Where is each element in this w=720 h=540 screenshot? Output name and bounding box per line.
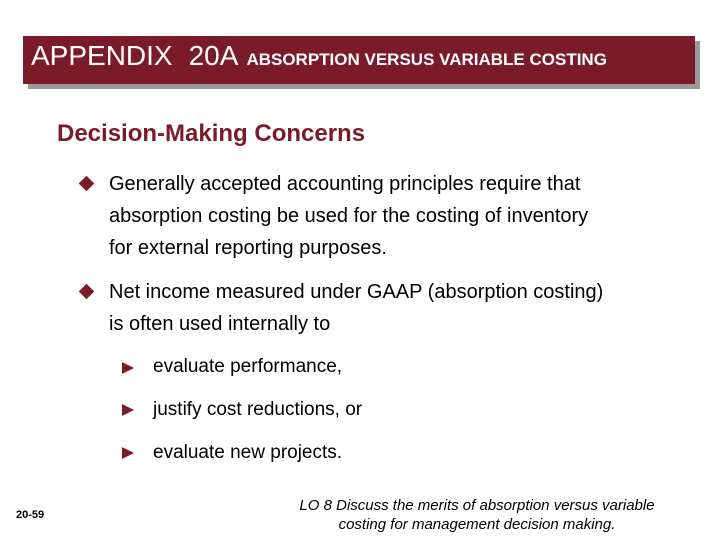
triangle-arrow-icon (122, 404, 134, 416)
slide-number: 20-59 (16, 509, 45, 521)
triangle-arrow-icon (122, 362, 134, 374)
bullet-line: for external reporting purposes. (109, 237, 387, 259)
bullet-line: Net income measured under GAAP (absorption costing) (109, 281, 604, 303)
bullet-line: is often used internally to (109, 313, 331, 335)
learning-objective-line: costing for management decision making. (338, 516, 616, 533)
bullet-item (109, 168, 669, 264)
triangle-arrow-icon (122, 447, 134, 459)
sub-bullet-item: evaluate performance, (153, 356, 343, 377)
bullet-line: absorption costing be used for the costing of inventory (109, 205, 589, 227)
bullet-line: Generally accepted accounting principles require that (109, 173, 581, 195)
learning-objective (262, 496, 692, 534)
sub-bullet-item: evaluate new projects. (153, 442, 343, 463)
diamond-bullet-icon (79, 176, 95, 192)
header-appendix: APPENDIX (31, 40, 173, 71)
slide-header (31, 40, 690, 80)
bullet-item (109, 276, 669, 340)
learning-objective-line: LO 8 Discuss the merits of absorption versus variable (299, 497, 655, 514)
section-title: Decision-Making Concerns (57, 120, 366, 147)
header-subtitle: ABSORPTION VERSUS VARIABLE COSTING (246, 50, 607, 69)
diamond-bullet-icon (79, 284, 95, 300)
sub-bullet-item: justify cost reductions, or (153, 399, 363, 420)
header-number: 20A (188, 40, 239, 71)
